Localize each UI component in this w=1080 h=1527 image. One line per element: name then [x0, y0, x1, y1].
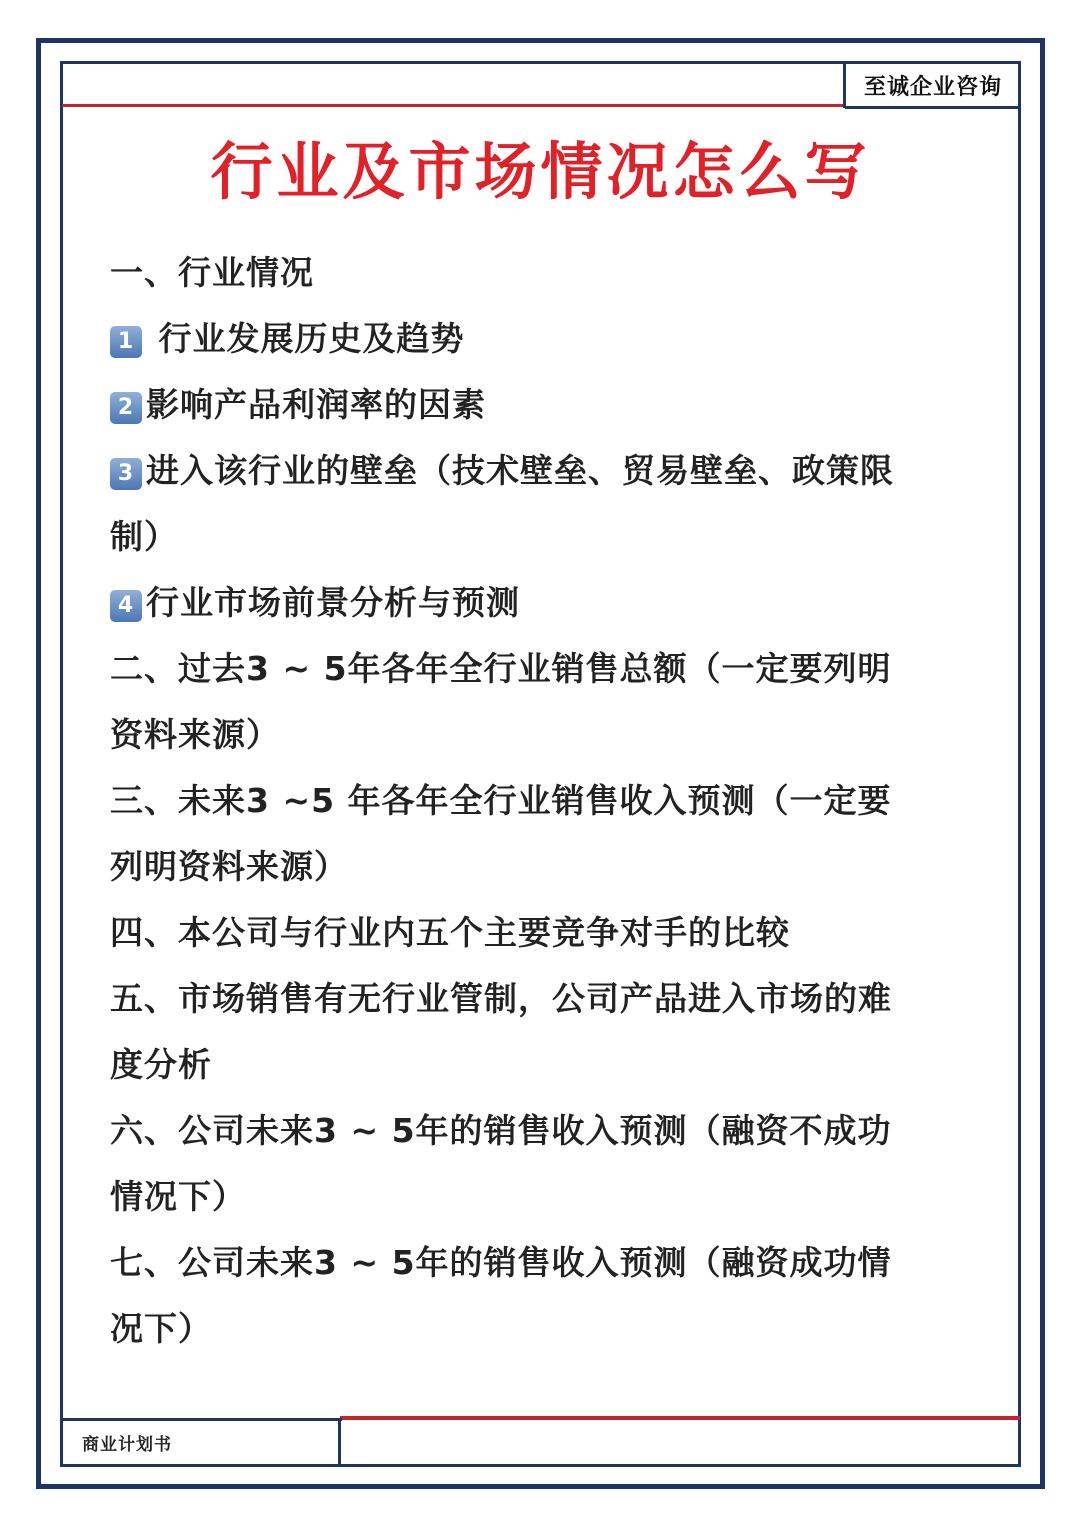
number-1-icon: 1	[110, 326, 142, 358]
section-5-line-2: 度分析	[110, 1045, 212, 1084]
section-6-line-2: 情况下）	[110, 1177, 246, 1216]
number-3-icon: 3	[110, 458, 142, 490]
list-item-continued: 制）	[110, 517, 178, 556]
section-7-line-1: 七、公司未来3 ~ 5年的销售收入预测（融资成功情	[110, 1243, 892, 1282]
page-title: 行业及市场情况怎么写	[210, 135, 871, 208]
bottom-divider	[340, 1416, 1020, 1420]
footer-label: 商业计划书	[62, 1420, 341, 1465]
brand-label: 至诚企业咨询	[843, 62, 1020, 108]
section-3-line-1: 三、未来3 ~5 年各年全行业销售收入预测（一定要	[110, 781, 892, 820]
content-list	[110, 240, 976, 1362]
section-3-line-2: 列明资料来源）	[110, 847, 348, 886]
list-item: 1 行业发展历史及趋势	[110, 306, 976, 372]
section-2-line-2: 资料来源）	[110, 715, 280, 754]
section-6-line-1: 六、公司未来3 ~ 5年的销售收入预测（融资不成功	[110, 1111, 892, 1150]
section-4-line-1: 四、本公司与行业内五个主要竞争对手的比较	[110, 913, 790, 952]
list-item: 3 进入该行业的壁垒（技术壁垒、贸易壁垒、政策限	[110, 438, 976, 504]
section-2-line-1: 二、过去3 ~ 5年各年全行业销售总额（一定要列明	[110, 649, 892, 688]
section-1-heading: 一、行业情况	[110, 253, 314, 292]
section-5-line-1: 五、市场销售有无行业管制，公司产品进入市场的难	[110, 979, 892, 1018]
number-2-icon: 2	[110, 392, 142, 424]
list-item: 4 行业市场前景分析与预测	[110, 570, 976, 636]
section-7-line-2: 况下）	[110, 1309, 212, 1348]
top-divider	[62, 104, 845, 107]
list-item: 2 影响产品利润率的因素	[110, 372, 976, 438]
number-4-icon: 4	[110, 590, 142, 622]
